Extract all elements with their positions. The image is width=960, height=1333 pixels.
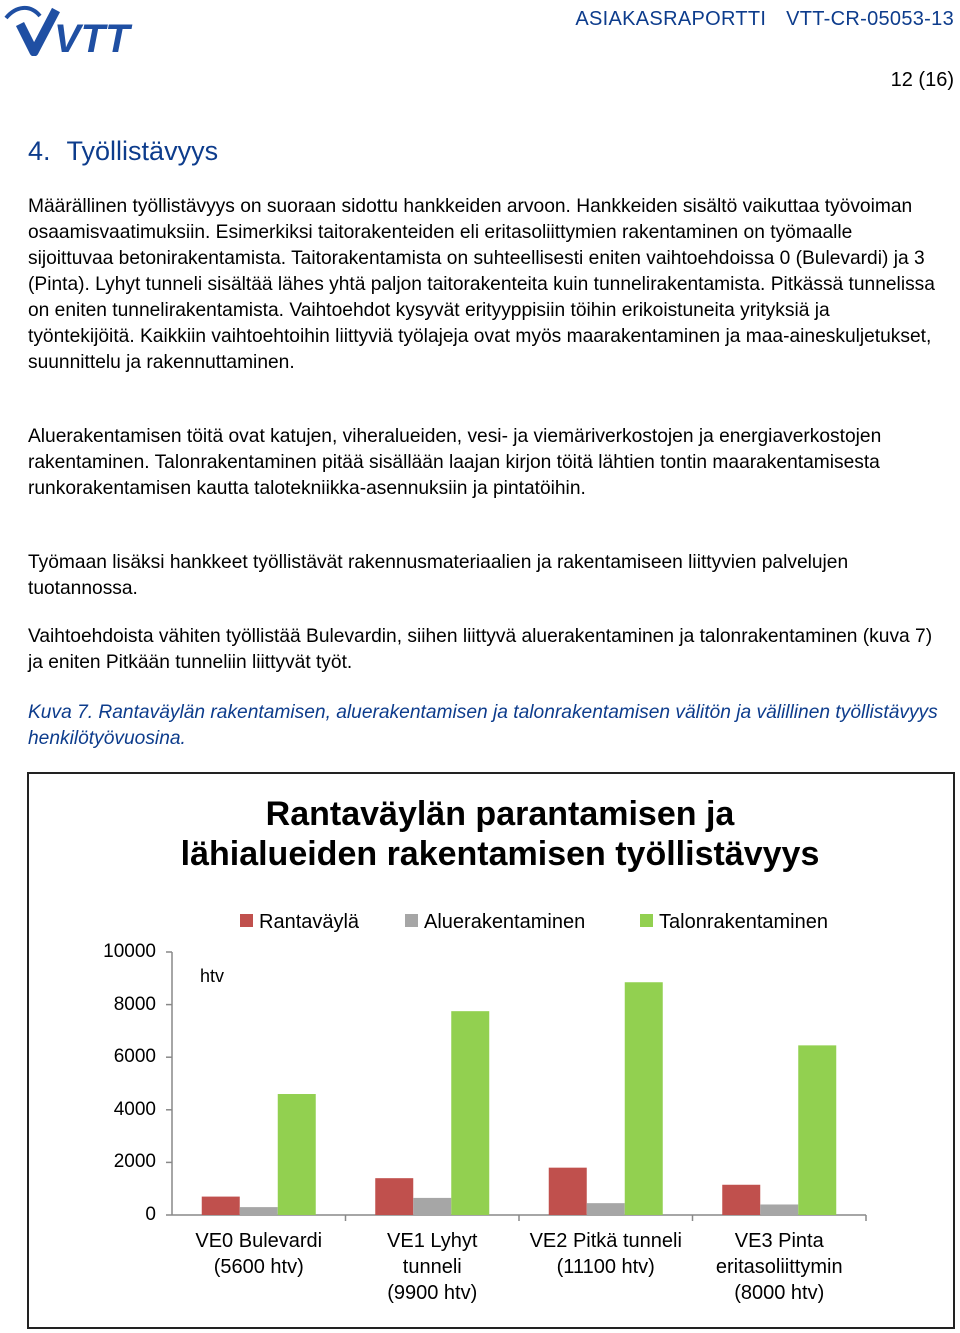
section-title: Työllistävyys	[66, 136, 219, 166]
legend-label-2: Aluerakentaminen	[424, 911, 586, 933]
x-category-label-line: (9900 htv)	[387, 1282, 478, 1304]
report-id: VTT-CR-05053-13	[786, 8, 954, 30]
bar-1-cat-2	[375, 1178, 413, 1215]
bar-3-cat-2	[451, 1011, 489, 1215]
page-number: 12 (16)	[890, 69, 954, 91]
x-category-label-line: (8000 htv)	[734, 1282, 825, 1304]
x-category-label-line: VE3 Pinta	[734, 1230, 824, 1252]
bar-2-cat-3	[587, 1203, 625, 1215]
x-category-label-line: VE1 Lyhyt	[387, 1230, 478, 1252]
bar-1-cat-4	[722, 1185, 760, 1215]
bar-2-cat-2	[413, 1198, 451, 1215]
chart-title-line-2: lähialueiden rakentamisen työllistävyys	[180, 835, 820, 873]
report-type: ASIAKASRAPORTTI	[575, 8, 767, 30]
y-axis-label: htv	[200, 966, 225, 986]
legend-label-1: Rantaväylä	[259, 911, 360, 933]
y-tick-label: 2000	[113, 1151, 156, 1173]
y-tick-label: 6000	[113, 1046, 156, 1068]
x-category-label-line: (11100 htv)	[556, 1256, 655, 1278]
x-category-label-line: (5600 htv)	[213, 1256, 304, 1278]
section-number: 4.	[28, 136, 51, 166]
y-tick-label: 10000	[103, 941, 156, 962]
x-category-label-line: tunneli	[402, 1256, 462, 1278]
x-category-label-line: VE0 Bulevardi	[195, 1230, 323, 1252]
bar-2-cat-4	[760, 1204, 798, 1215]
figure-caption: Kuva 7. Rantaväylän rakentamisen, aluerakentamisen ja talonrakentamisen välitön ja välillinen työllistävyys henkilötyövuosina.	[28, 702, 938, 749]
bar-1-cat-3	[549, 1168, 587, 1215]
y-tick-label: 4000	[113, 1098, 156, 1120]
y-tick-label: 0	[145, 1204, 156, 1225]
x-category-label-line: eritasoliittymin	[715, 1256, 843, 1278]
paragraph-4: Vaihtoehdoista vähiten työllistää Bulevardin, siihen liittyvä aluerakentaminen ja talonrakentaminen (kuva 7) ja eniten Pitkään tunneliin liittyvät työt.	[28, 626, 933, 673]
paragraph-2: Aluerakentamisen töitä ovat katujen, viheralueiden, vesi- ja viemäriverkostojen ja energiaverkostojen rakentaminen. Talonrakentaminen pitää sisällään laajan kirjon töitä lähtien tontin maarakentamisesta runkorakentamisen kautta talotekniikka-asennuksiin ja pintatöihin.	[28, 426, 882, 499]
bar-1-cat-1	[202, 1197, 240, 1215]
bar-3-cat-1	[278, 1094, 316, 1215]
chart-title-line-1: Rantaväylän parantamisen ja	[265, 795, 735, 833]
paragraph-3: Työmaan lisäksi hankkeet työllistävät rakennusmateriaalien ja rakentamiseen liittyvien palvelujen tuotannossa.	[28, 552, 849, 599]
bar-3-cat-3	[625, 982, 663, 1215]
bar-3-cat-4	[798, 1045, 836, 1215]
paragraph-1: Määrällinen työllistävyys on suoraan sidottu hankkeiden arvoon. Hankkeiden sisältö vaikuttaa työvoiman osaamisvaatimuksiin. Esimerkiksi taitorakenteiden eli eritasoliittymien rakentaminen on työmaalle sijoittuvaa betonirakentamista. Taitorakentamista on suhteellisesti eniten vaihtoehdoissa 0 (Bulevardi) ja 3 (Pinta). Lyhyt tunneli sisältää lähes yhtä paljon taitorakenteita kuin tunnelirakentamista. Pitkässä tunnelissa on eniten tunnelirakentamista. Vaihtoehdot kysyvät erityyppisiin töihin erikoistuneita yrityksiä ja työntekijöitä. Kaikkiin vaihtoehtoihin liittyviä työlajeja ovat myös maarakentaminen ja maa-aineskuljetukset, suunnittelu ja rakennuttaminen.	[28, 196, 935, 373]
legend-label-3: Talonrakentaminen	[659, 911, 828, 933]
y-tick-label: 8000	[113, 993, 156, 1015]
logo-text: VTT	[54, 17, 130, 56]
x-category-label-line: VE2 Pitkä tunneli	[529, 1230, 682, 1252]
bar-2-cat-1	[240, 1207, 278, 1215]
